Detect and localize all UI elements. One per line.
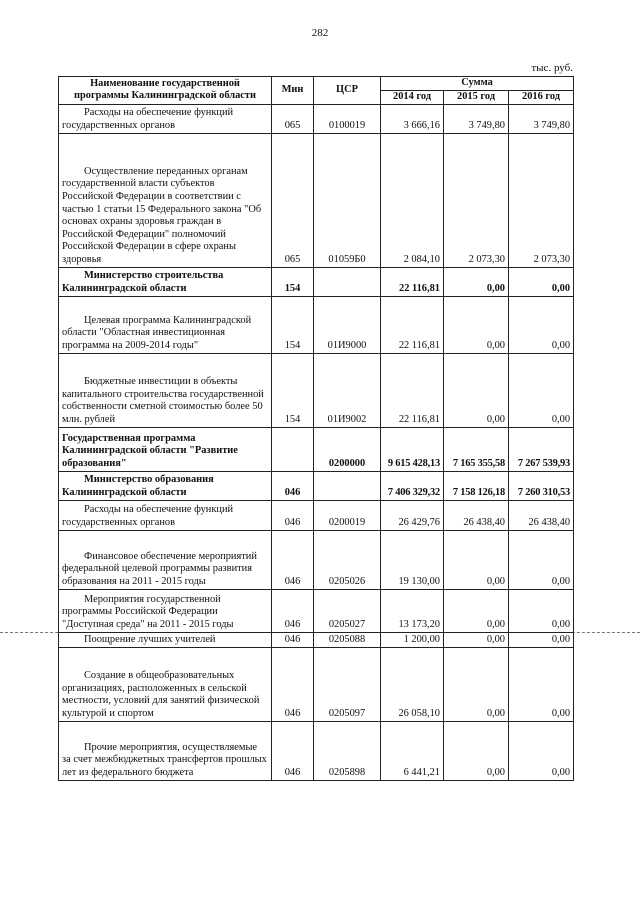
row-min: 046 [272, 721, 314, 780]
row-name: Осуществление переданных органам государственной власти субъектов Российской Федерации в соответствии с частью 1 статьи 15 Федерального закона "Об основах охраны здоровья граждан в Российской Федерации" полномочий Российской Федерации в сфере охраны здоровья [59, 133, 272, 267]
row-name: Поощрение лучших учителей [59, 632, 272, 647]
row-min: 046 [272, 647, 314, 721]
row-2016: 7 267 539,93 [509, 427, 574, 471]
row-name: Бюджетные инвестиции в объекты капитального строительства государственной собственности сметной стоимостью более 50 млн. рублей [59, 353, 272, 427]
table-row [59, 471, 574, 500]
row-name: Государственная программа Калининградской области "Развитие образования" [59, 427, 272, 471]
row-name: Целевая программа Калининградской области "Областная инвестиционная программа на 2009-2014 годы" [59, 296, 272, 353]
row-name: Создание в общеобразовательных организациях, расположенных в сельской местности, условий для занятий физической культурой и спортом [59, 647, 272, 721]
row-2014: 2 084,10 [381, 133, 444, 267]
row-2015: 7 165 355,58 [444, 427, 509, 471]
row-csr: 0205026 [314, 530, 381, 589]
table-row [59, 500, 574, 530]
row-2015: 0,00 [444, 353, 509, 427]
row-min: 046 [272, 632, 314, 647]
row-csr: 0205088 [314, 632, 381, 647]
row-2016: 0,00 [509, 647, 574, 721]
table-row [59, 530, 574, 589]
row-2014: 3 666,16 [381, 104, 444, 133]
row-2015: 0,00 [444, 721, 509, 780]
header-year-2016: 2016 год [509, 90, 574, 104]
row-name: Мероприятия государственной программы Российской Федерации "Доступная среда" на 2011 - 2015 годы [59, 589, 272, 632]
row-2016: 7 260 310,53 [509, 471, 574, 500]
row-2015: 26 438,40 [444, 500, 509, 530]
row-2014: 22 116,81 [381, 296, 444, 353]
header-min: Мин [272, 77, 314, 105]
row-csr: 0200000 [314, 427, 381, 471]
header-year-2014: 2014 год [381, 90, 444, 104]
row-csr [314, 471, 381, 500]
row-2014: 9 615 428,13 [381, 427, 444, 471]
row-name: Министерство строительства Калининградской области [59, 267, 272, 296]
table-row [59, 133, 574, 267]
row-csr: 0200019 [314, 500, 381, 530]
row-2016: 3 749,80 [509, 104, 574, 133]
row-name: Министерство образования Калининградской области [59, 471, 272, 500]
row-csr: 0205097 [314, 647, 381, 721]
row-2016: 0,00 [509, 296, 574, 353]
row-min: 065 [272, 104, 314, 133]
row-min: 046 [272, 500, 314, 530]
row-csr: 01И9000 [314, 296, 381, 353]
table-row [59, 632, 574, 647]
row-2014: 19 130,00 [381, 530, 444, 589]
row-name: Прочие мероприятия, осуществляемые за счет межбюджетных трансфертов прошлых лет из федерального бюджета [59, 721, 272, 780]
table-row [59, 353, 574, 427]
row-csr: 0205027 [314, 589, 381, 632]
table-row [59, 104, 574, 133]
row-name: Финансовое обеспечение мероприятий федеральной целевой программы развития образования на 2011 - 2015 годы [59, 530, 272, 589]
table-row [59, 589, 574, 632]
row-2015: 0,00 [444, 296, 509, 353]
row-csr: 01059Б0 [314, 133, 381, 267]
row-min: 154 [272, 353, 314, 427]
table-row [59, 647, 574, 721]
row-2014: 26 058,10 [381, 647, 444, 721]
table-row [59, 296, 574, 353]
row-2014: 22 116,81 [381, 353, 444, 427]
row-2016: 0,00 [509, 267, 574, 296]
row-2016: 0,00 [509, 353, 574, 427]
row-2016: 26 438,40 [509, 500, 574, 530]
table-row [59, 721, 574, 780]
row-2015: 7 158 126,18 [444, 471, 509, 500]
row-2014: 7 406 329,32 [381, 471, 444, 500]
row-min: 046 [272, 471, 314, 500]
row-2015: 0,00 [444, 530, 509, 589]
row-csr: 01И9002 [314, 353, 381, 427]
row-2014: 1 200,00 [381, 632, 444, 647]
row-2015: 2 073,30 [444, 133, 509, 267]
row-csr [314, 267, 381, 296]
row-2015: 0,00 [444, 632, 509, 647]
table-row [59, 267, 574, 296]
units-label: тыс. руб. [531, 62, 573, 74]
row-2015: 0,00 [444, 589, 509, 632]
row-min: 046 [272, 530, 314, 589]
row-2016: 0,00 [509, 632, 574, 647]
row-2015: 3 749,80 [444, 104, 509, 133]
row-min: 046 [272, 589, 314, 632]
page-number: 282 [311, 27, 329, 39]
table-row [59, 427, 574, 471]
row-csr: 0205898 [314, 721, 381, 780]
row-2016: 0,00 [509, 530, 574, 589]
row-2015: 0,00 [444, 267, 509, 296]
row-name: Расходы на обеспечение функций государственных органов [59, 104, 272, 133]
row-min [272, 427, 314, 471]
row-2014: 26 429,76 [381, 500, 444, 530]
header-sum: Сумма [381, 77, 574, 91]
header-name: Наименование государственной программы Калининградской области [59, 77, 272, 105]
row-2016: 0,00 [509, 589, 574, 632]
row-2015: 0,00 [444, 647, 509, 721]
row-2014: 13 173,20 [381, 589, 444, 632]
row-csr: 0100019 [314, 104, 381, 133]
row-2016: 2 073,30 [509, 133, 574, 267]
header-year-2015: 2015 год [444, 90, 509, 104]
row-2016: 0,00 [509, 721, 574, 780]
row-2014: 22 116,81 [381, 267, 444, 296]
row-2014: 6 441,21 [381, 721, 444, 780]
row-name: Расходы на обеспечение функций государственных органов [59, 500, 272, 530]
budget-table [58, 76, 574, 781]
row-min: 154 [272, 267, 314, 296]
header-csr: ЦСР [314, 77, 381, 105]
row-min: 154 [272, 296, 314, 353]
row-min: 065 [272, 133, 314, 267]
